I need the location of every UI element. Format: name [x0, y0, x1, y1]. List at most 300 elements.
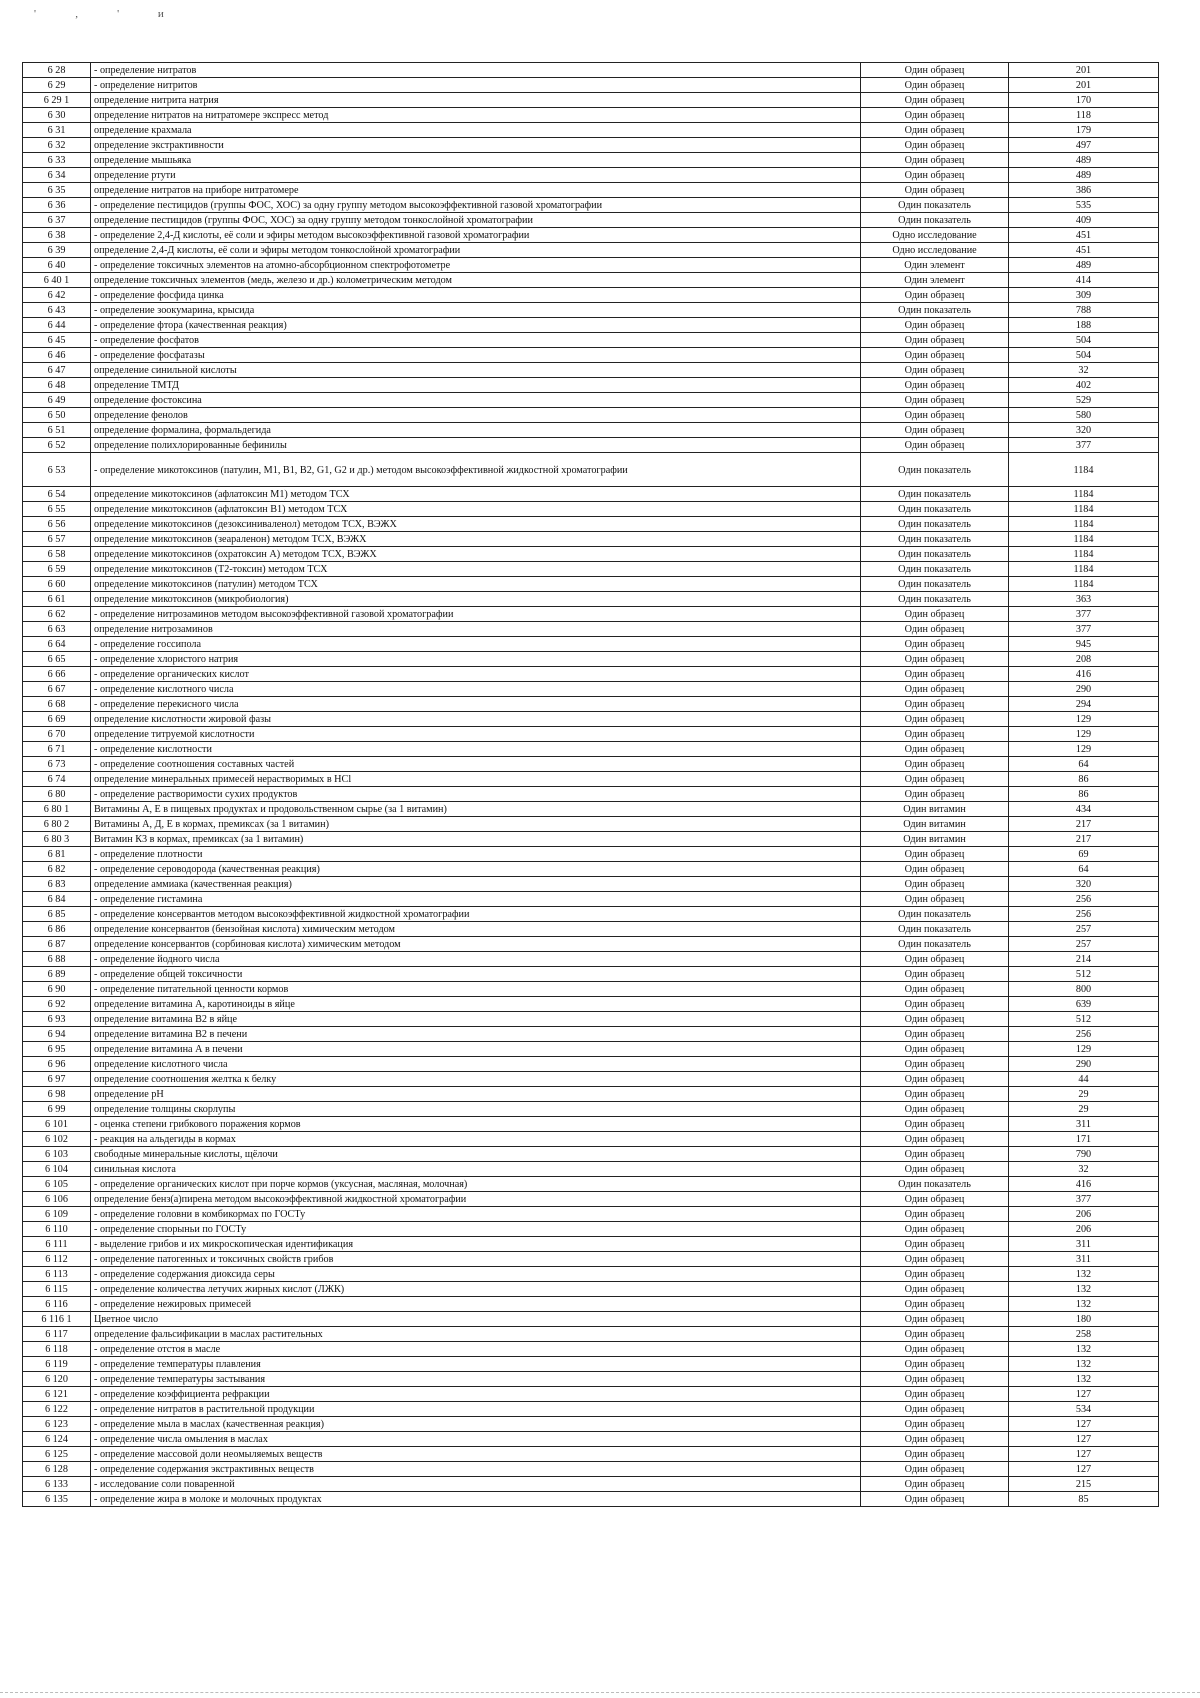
table-row	[23, 1192, 1159, 1207]
row-number: 6 124	[23, 1432, 91, 1447]
row-number: 6 102	[23, 1132, 91, 1147]
unit-of-measure: Один образец	[861, 408, 1009, 423]
service-name: - определение температуры застывания	[91, 1372, 861, 1387]
price-value: 256	[1009, 892, 1159, 907]
service-name: - определение содержания диоксида серы	[91, 1267, 861, 1282]
price-value: 504	[1009, 333, 1159, 348]
price-value: 215	[1009, 1477, 1159, 1492]
row-number: 6 115	[23, 1282, 91, 1297]
unit-of-measure: Один образец	[861, 952, 1009, 967]
service-name: - определение фосфатов	[91, 333, 861, 348]
table-row	[23, 577, 1159, 592]
table-row	[23, 832, 1159, 847]
row-number: 6 64	[23, 637, 91, 652]
unit-of-measure: Один образец	[861, 1207, 1009, 1222]
price-value: 85	[1009, 1492, 1159, 1507]
service-name: определение минеральных примесей нерастворимых в HCl	[91, 772, 861, 787]
row-number: 6 92	[23, 997, 91, 1012]
table-row	[23, 802, 1159, 817]
row-number: 6 65	[23, 652, 91, 667]
price-value: 311	[1009, 1237, 1159, 1252]
row-number: 6 73	[23, 757, 91, 772]
row-number: 6 56	[23, 517, 91, 532]
row-number: 6 50	[23, 408, 91, 423]
unit-of-measure: Один показатель	[861, 517, 1009, 532]
unit-of-measure: Один образец	[861, 393, 1009, 408]
table-row	[23, 1432, 1159, 1447]
row-number: 6 105	[23, 1177, 91, 1192]
service-name: определение бенз(а)пирена методом высокоэффективной жидкостной хроматографии	[91, 1192, 861, 1207]
row-number: 6 119	[23, 1357, 91, 1372]
service-name: - определение хлористого натрия	[91, 652, 861, 667]
table-row	[23, 742, 1159, 757]
price-value: 129	[1009, 742, 1159, 757]
table-row	[23, 922, 1159, 937]
price-value: 1184	[1009, 517, 1159, 532]
table-row	[23, 712, 1159, 727]
service-name: определение микотоксинов (зеараленон) методом ТСХ, ВЭЖХ	[91, 532, 861, 547]
row-number: 6 40 1	[23, 273, 91, 288]
price-value: 170	[1009, 93, 1159, 108]
unit-of-measure: Один образец	[861, 712, 1009, 727]
row-number: 6 98	[23, 1087, 91, 1102]
price-value: 1184	[1009, 577, 1159, 592]
row-number: 6 122	[23, 1402, 91, 1417]
table-row	[23, 562, 1159, 577]
price-value: 416	[1009, 1177, 1159, 1192]
service-name: определение микотоксинов (дезоксиниваленол) методом ТСХ, ВЭЖХ	[91, 517, 861, 532]
table-row	[23, 757, 1159, 772]
unit-of-measure: Один витамин	[861, 802, 1009, 817]
price-value: 1184	[1009, 487, 1159, 502]
unit-of-measure: Один образец	[861, 1312, 1009, 1327]
service-name: определение фальсификации в маслах растительных	[91, 1327, 861, 1342]
table-row	[23, 1072, 1159, 1087]
price-value: 377	[1009, 607, 1159, 622]
price-value: 363	[1009, 592, 1159, 607]
row-number: 6 96	[23, 1057, 91, 1072]
table-row	[23, 1312, 1159, 1327]
table-row	[23, 198, 1159, 213]
unit-of-measure: Один образец	[861, 438, 1009, 453]
unit-of-measure: Один образец	[861, 982, 1009, 997]
service-name: определение микотоксинов (афлатоксин М1) методом ТСХ	[91, 487, 861, 502]
row-number: 6 51	[23, 423, 91, 438]
service-name: Цветное число	[91, 1312, 861, 1327]
table-row	[23, 408, 1159, 423]
service-name: определение 2,4-Д кислоты, её соли и эфиры методом тонкослойной хроматографии	[91, 243, 861, 258]
unit-of-measure: Один образец	[861, 1132, 1009, 1147]
table-row	[23, 1402, 1159, 1417]
price-value: 206	[1009, 1207, 1159, 1222]
price-value: 790	[1009, 1147, 1159, 1162]
table-row	[23, 288, 1159, 303]
unit-of-measure: Один элемент	[861, 273, 1009, 288]
price-value: 64	[1009, 757, 1159, 772]
service-name: - исследование соли поваренной	[91, 1477, 861, 1492]
service-name: - определение органических кислот при порче кормов (уксусная, масляная, молочная)	[91, 1177, 861, 1192]
table-row	[23, 502, 1159, 517]
price-value: 1184	[1009, 532, 1159, 547]
service-name: определение консервантов (сорбиновая кислота) химическим методом	[91, 937, 861, 952]
unit-of-measure: Один образец	[861, 742, 1009, 757]
row-number: 6 66	[23, 667, 91, 682]
price-value: 497	[1009, 138, 1159, 153]
service-name: определение кислотного числа	[91, 1057, 861, 1072]
table-row	[23, 1417, 1159, 1432]
table-row	[23, 1102, 1159, 1117]
price-value: 171	[1009, 1132, 1159, 1147]
price-value: 69	[1009, 847, 1159, 862]
table-row	[23, 273, 1159, 288]
row-number: 6 80 1	[23, 802, 91, 817]
row-number: 6 46	[23, 348, 91, 363]
table-row	[23, 1372, 1159, 1387]
unit-of-measure: Один образец	[861, 1327, 1009, 1342]
price-value: 294	[1009, 697, 1159, 712]
table-row	[23, 622, 1159, 637]
price-value: 290	[1009, 1057, 1159, 1072]
table-row	[23, 772, 1159, 787]
unit-of-measure: Один образец	[861, 652, 1009, 667]
table-row	[23, 213, 1159, 228]
row-number: 6 113	[23, 1267, 91, 1282]
table-row	[23, 228, 1159, 243]
table-row	[23, 877, 1159, 892]
price-value: 386	[1009, 183, 1159, 198]
service-name: - определение массовой доли неомыляемых веществ	[91, 1447, 861, 1462]
table-row	[23, 1177, 1159, 1192]
unit-of-measure: Один образец	[861, 63, 1009, 78]
table-row	[23, 168, 1159, 183]
row-number: 6 89	[23, 967, 91, 982]
unit-of-measure: Один образец	[861, 1417, 1009, 1432]
unit-of-measure: Один образец	[861, 1387, 1009, 1402]
unit-of-measure: Один образец	[861, 997, 1009, 1012]
table-row	[23, 243, 1159, 258]
service-name: Витамины А, Д, Е в кормах, премиксах (за 1 витамин)	[91, 817, 861, 832]
row-number: 6 135	[23, 1492, 91, 1507]
unit-of-measure: Один образец	[861, 168, 1009, 183]
row-number: 6 68	[23, 697, 91, 712]
row-number: 6 69	[23, 712, 91, 727]
unit-of-measure: Один витамин	[861, 817, 1009, 832]
service-name: - определение содержания экстрактивных веществ	[91, 1462, 861, 1477]
unit-of-measure: Один образец	[861, 1492, 1009, 1507]
unit-of-measure: Один образец	[861, 378, 1009, 393]
price-value: 580	[1009, 408, 1159, 423]
unit-of-measure: Один образец	[861, 108, 1009, 123]
service-name: определение полихлорированные бефинилы	[91, 438, 861, 453]
unit-of-measure: Один образец	[861, 333, 1009, 348]
table-row	[23, 982, 1159, 997]
service-name: определение нитрита натрия	[91, 93, 861, 108]
unit-of-measure: Один показатель	[861, 303, 1009, 318]
service-name: определение толщины скорлупы	[91, 1102, 861, 1117]
price-value: 86	[1009, 772, 1159, 787]
price-value: 217	[1009, 817, 1159, 832]
price-value: 1184	[1009, 502, 1159, 517]
row-number: 6 39	[23, 243, 91, 258]
unit-of-measure: Один образец	[861, 1042, 1009, 1057]
price-value: 257	[1009, 937, 1159, 952]
price-value: 208	[1009, 652, 1159, 667]
price-value: 529	[1009, 393, 1159, 408]
service-name: определение ТМТД	[91, 378, 861, 393]
table-row	[23, 318, 1159, 333]
table-row	[23, 997, 1159, 1012]
table-row	[23, 607, 1159, 622]
unit-of-measure: Один образец	[861, 1012, 1009, 1027]
unit-of-measure: Один образец	[861, 1147, 1009, 1162]
row-number: 6 29	[23, 78, 91, 93]
service-name: определение нитратов на нитратомере экспресс метод	[91, 108, 861, 123]
price-value: 311	[1009, 1252, 1159, 1267]
service-name: - определение числа омыления в маслах	[91, 1432, 861, 1447]
table-row	[23, 817, 1159, 832]
service-name: - определение госсипола	[91, 637, 861, 652]
row-number: 6 116 1	[23, 1312, 91, 1327]
unit-of-measure: Один образец	[861, 1222, 1009, 1237]
service-name: - определение пестицидов (группы ФОС, ХОС) за одну группу методом высокоэффективной газовой хроматографии	[91, 198, 861, 213]
service-name: определение крахмала	[91, 123, 861, 138]
price-value: 945	[1009, 637, 1159, 652]
service-name: свободные минеральные кислоты, щёлочи	[91, 1147, 861, 1162]
price-list-body	[23, 63, 1159, 1507]
row-number: 6 33	[23, 153, 91, 168]
unit-of-measure: Один образец	[861, 1087, 1009, 1102]
price-value: 512	[1009, 1012, 1159, 1027]
unit-of-measure: Один образец	[861, 183, 1009, 198]
unit-of-measure: Один образец	[861, 607, 1009, 622]
service-name: - определение нитритов	[91, 78, 861, 93]
service-name: - определение гистамина	[91, 892, 861, 907]
row-number: 6 110	[23, 1222, 91, 1237]
price-value: 409	[1009, 213, 1159, 228]
table-row	[23, 682, 1159, 697]
service-name: определение витамина А в печени	[91, 1042, 861, 1057]
row-number: 6 36	[23, 198, 91, 213]
row-number: 6 80	[23, 787, 91, 802]
unit-of-measure: Одно исследование	[861, 243, 1009, 258]
service-name: - определение отстоя в масле	[91, 1342, 861, 1357]
price-value: 132	[1009, 1357, 1159, 1372]
unit-of-measure: Один образец	[861, 682, 1009, 697]
service-name: - определение консервантов методом высокоэффективной жидкостной хроматографии	[91, 907, 861, 922]
table-row	[23, 1357, 1159, 1372]
service-name: - определение питательной ценности кормов	[91, 982, 861, 997]
table-row	[23, 183, 1159, 198]
table-row	[23, 1132, 1159, 1147]
price-value: 320	[1009, 877, 1159, 892]
price-value: 535	[1009, 198, 1159, 213]
row-number: 6 104	[23, 1162, 91, 1177]
price-value: 402	[1009, 378, 1159, 393]
price-value: 118	[1009, 108, 1159, 123]
price-value: 127	[1009, 1462, 1159, 1477]
row-number: 6 86	[23, 922, 91, 937]
service-name: - определение йодного числа	[91, 952, 861, 967]
service-name: Витамин К3 в кормах, премиксах (за 1 витамин)	[91, 832, 861, 847]
row-number: 6 93	[23, 1012, 91, 1027]
table-row	[23, 697, 1159, 712]
price-value: 489	[1009, 168, 1159, 183]
row-number: 6 31	[23, 123, 91, 138]
price-value: 489	[1009, 258, 1159, 273]
price-value: 434	[1009, 802, 1159, 817]
table-row	[23, 1057, 1159, 1072]
price-value: 86	[1009, 787, 1159, 802]
unit-of-measure: Один образец	[861, 348, 1009, 363]
row-number: 6 34	[23, 168, 91, 183]
table-row	[23, 1087, 1159, 1102]
service-name: определение микотоксинов (охратоксин А) методом ТСХ, ВЭЖХ	[91, 547, 861, 562]
table-row	[23, 847, 1159, 862]
table-row	[23, 967, 1159, 982]
service-name: - реакция на альдегиды в кормах	[91, 1132, 861, 1147]
unit-of-measure: Один показатель	[861, 213, 1009, 228]
service-name: - определение жира в молоке и молочных продуктах	[91, 1492, 861, 1507]
row-number: 6 90	[23, 982, 91, 997]
service-name: - определение фтора (качественная реакция)	[91, 318, 861, 333]
price-value: 504	[1009, 348, 1159, 363]
table-row	[23, 1267, 1159, 1282]
service-name: - определение нитратов в растительной продукции	[91, 1402, 861, 1417]
unit-of-measure: Один образец	[861, 1462, 1009, 1477]
service-name: - определение спорыньи по ГОСТу	[91, 1222, 861, 1237]
table-row	[23, 907, 1159, 922]
service-name: - определение фосфида цинка	[91, 288, 861, 303]
table-row	[23, 1162, 1159, 1177]
table-row	[23, 517, 1159, 532]
table-row	[23, 1252, 1159, 1267]
row-number: 6 55	[23, 502, 91, 517]
price-value: 129	[1009, 727, 1159, 742]
row-number: 6 59	[23, 562, 91, 577]
service-name: определение аммиака (качественная реакция)	[91, 877, 861, 892]
unit-of-measure: Один образец	[861, 1192, 1009, 1207]
unit-of-measure: Один образец	[861, 1102, 1009, 1117]
unit-of-measure: Один образец	[861, 622, 1009, 637]
service-name: - выделение грибов и их микроскопическая идентификация	[91, 1237, 861, 1252]
row-number: 6 84	[23, 892, 91, 907]
unit-of-measure: Один образец	[861, 637, 1009, 652]
row-number: 6 35	[23, 183, 91, 198]
price-value: 217	[1009, 832, 1159, 847]
unit-of-measure: Один образец	[861, 1282, 1009, 1297]
price-value: 127	[1009, 1417, 1159, 1432]
row-number: 6 43	[23, 303, 91, 318]
table-row	[23, 438, 1159, 453]
price-value: 127	[1009, 1432, 1159, 1447]
unit-of-measure: Один образец	[861, 1267, 1009, 1282]
row-number: 6 54	[23, 487, 91, 502]
service-name: определение микотоксинов (Т2-токсин) методом ТСХ	[91, 562, 861, 577]
unit-of-measure: Один образец	[861, 1297, 1009, 1312]
table-row	[23, 453, 1159, 487]
unit-of-measure: Один образец	[861, 862, 1009, 877]
table-row	[23, 952, 1159, 967]
table-row	[23, 333, 1159, 348]
unit-of-measure: Один показатель	[861, 922, 1009, 937]
price-value: 44	[1009, 1072, 1159, 1087]
unit-of-measure: Один образец	[861, 78, 1009, 93]
price-value: 320	[1009, 423, 1159, 438]
unit-of-measure: Один показатель	[861, 937, 1009, 952]
service-name: определение токсичных элементов (медь, железо и др.) колометрическим методом	[91, 273, 861, 288]
price-value: 257	[1009, 922, 1159, 937]
row-number: 6 74	[23, 772, 91, 787]
unit-of-measure: Один образец	[861, 1357, 1009, 1372]
price-value: 179	[1009, 123, 1159, 138]
table-row	[23, 1117, 1159, 1132]
row-number: 6 80 2	[23, 817, 91, 832]
unit-of-measure: Один образец	[861, 787, 1009, 802]
table-row	[23, 652, 1159, 667]
unit-of-measure: Один образец	[861, 757, 1009, 772]
table-row	[23, 303, 1159, 318]
service-name: - определение токсичных элементов на атомно-абсорбционном спектрофотометре	[91, 258, 861, 273]
price-value: 512	[1009, 967, 1159, 982]
price-value: 377	[1009, 622, 1159, 637]
unit-of-measure: Один образец	[861, 138, 1009, 153]
unit-of-measure: Один образец	[861, 1162, 1009, 1177]
row-number: 6 81	[23, 847, 91, 862]
unit-of-measure: Один образец	[861, 892, 1009, 907]
row-number: 6 85	[23, 907, 91, 922]
service-name: определение нитратов на приборе нитратомере	[91, 183, 861, 198]
row-number: 6 38	[23, 228, 91, 243]
price-value: 311	[1009, 1117, 1159, 1132]
price-value: 188	[1009, 318, 1159, 333]
table-row	[23, 1042, 1159, 1057]
row-number: 6 29 1	[23, 93, 91, 108]
row-number: 6 57	[23, 532, 91, 547]
row-number: 6 128	[23, 1462, 91, 1477]
service-name: - определение перекисного числа	[91, 697, 861, 712]
price-value: 129	[1009, 712, 1159, 727]
unit-of-measure: Один образец	[861, 153, 1009, 168]
service-name: - определение растворимости сухих продуктов	[91, 787, 861, 802]
price-value: 180	[1009, 1312, 1159, 1327]
unit-of-measure: Один показатель	[861, 907, 1009, 922]
price-value: 29	[1009, 1087, 1159, 1102]
row-number: 6 48	[23, 378, 91, 393]
row-number: 6 118	[23, 1342, 91, 1357]
row-number: 6 120	[23, 1372, 91, 1387]
price-value: 290	[1009, 682, 1159, 697]
row-number: 6 71	[23, 742, 91, 757]
price-value: 256	[1009, 907, 1159, 922]
row-number: 6 106	[23, 1192, 91, 1207]
service-name: синильная кислота	[91, 1162, 861, 1177]
unit-of-measure: Один витамин	[861, 832, 1009, 847]
row-number: 6 44	[23, 318, 91, 333]
service-name: определение консервантов (бензойная кислота) химическим методом	[91, 922, 861, 937]
price-value: 416	[1009, 667, 1159, 682]
unit-of-measure: Один показатель	[861, 198, 1009, 213]
service-name: - определение количества летучих жирных кислот (ЛЖК)	[91, 1282, 861, 1297]
price-value: 451	[1009, 243, 1159, 258]
row-number: 6 28	[23, 63, 91, 78]
table-row	[23, 363, 1159, 378]
service-name: - определение коэффициента рефракции	[91, 1387, 861, 1402]
service-name: определение витамина А, каротиноиды в яйце	[91, 997, 861, 1012]
row-number: 6 87	[23, 937, 91, 952]
row-number: 6 70	[23, 727, 91, 742]
service-name: - определение плотности	[91, 847, 861, 862]
price-value: 1184	[1009, 547, 1159, 562]
